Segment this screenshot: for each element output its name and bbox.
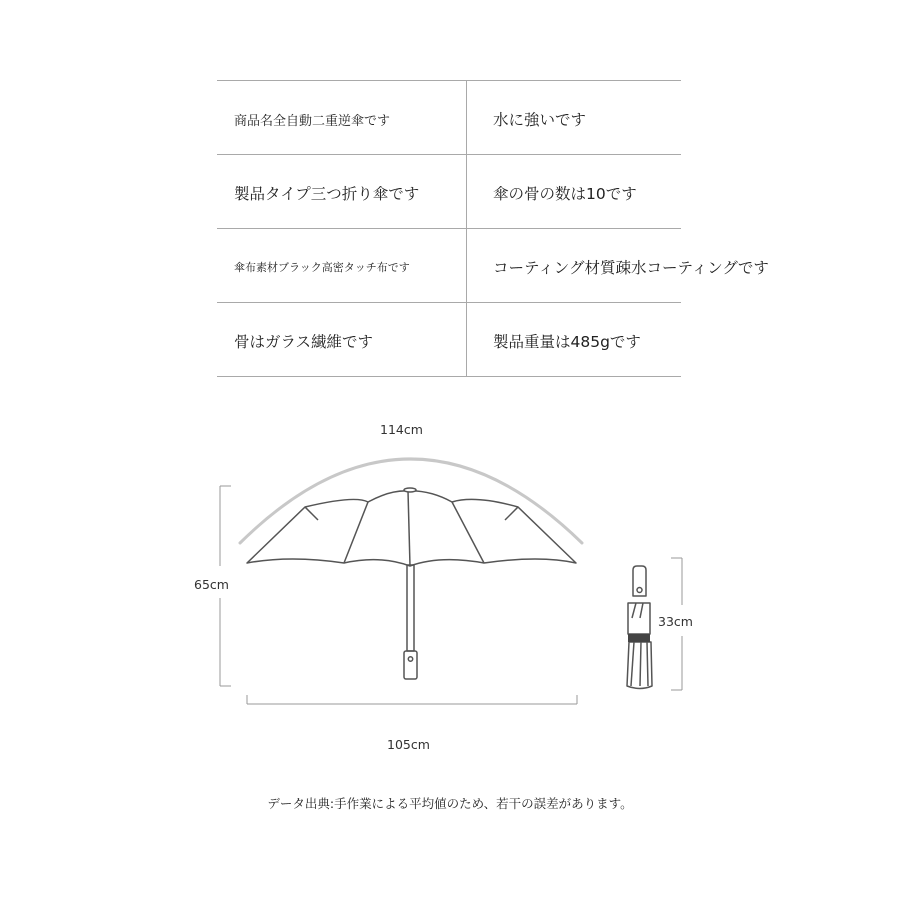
spec-water-resistance: 水に強いです: [493, 111, 587, 129]
open-height-label: 65cm: [194, 577, 229, 592]
spec-rib-material: 骨はガラス繊維です: [234, 333, 374, 351]
spec-product-type: 製品タイプ三つ折り傘です: [234, 185, 420, 203]
folded-umbrella-icon: [627, 566, 652, 689]
folded-umbrella-band: [628, 634, 650, 642]
width-dimension-line: [247, 695, 577, 704]
folded-length-label: 33cm: [658, 614, 693, 629]
data-source-note: データ出典:手作業による平均値のため、若干の誤差があります。: [267, 796, 633, 811]
canopy-arc-label: 114cm: [380, 422, 423, 437]
open-umbrella-icon: [247, 488, 576, 679]
spec-product-name: 商品名全自動二重逆傘です: [234, 113, 391, 129]
spec-rib-count: 傘の骨の数は10です: [493, 185, 637, 203]
spec-fabric-material: 傘布素材ブラック高密タッチ布です: [234, 261, 410, 274]
open-diameter-label: 105cm: [387, 737, 430, 752]
spec-weight: 製品重量は485gです: [493, 333, 641, 351]
canopy-arc-line: [240, 459, 582, 543]
spec-coating: コーティング材質疎水コーティングです: [493, 259, 769, 277]
